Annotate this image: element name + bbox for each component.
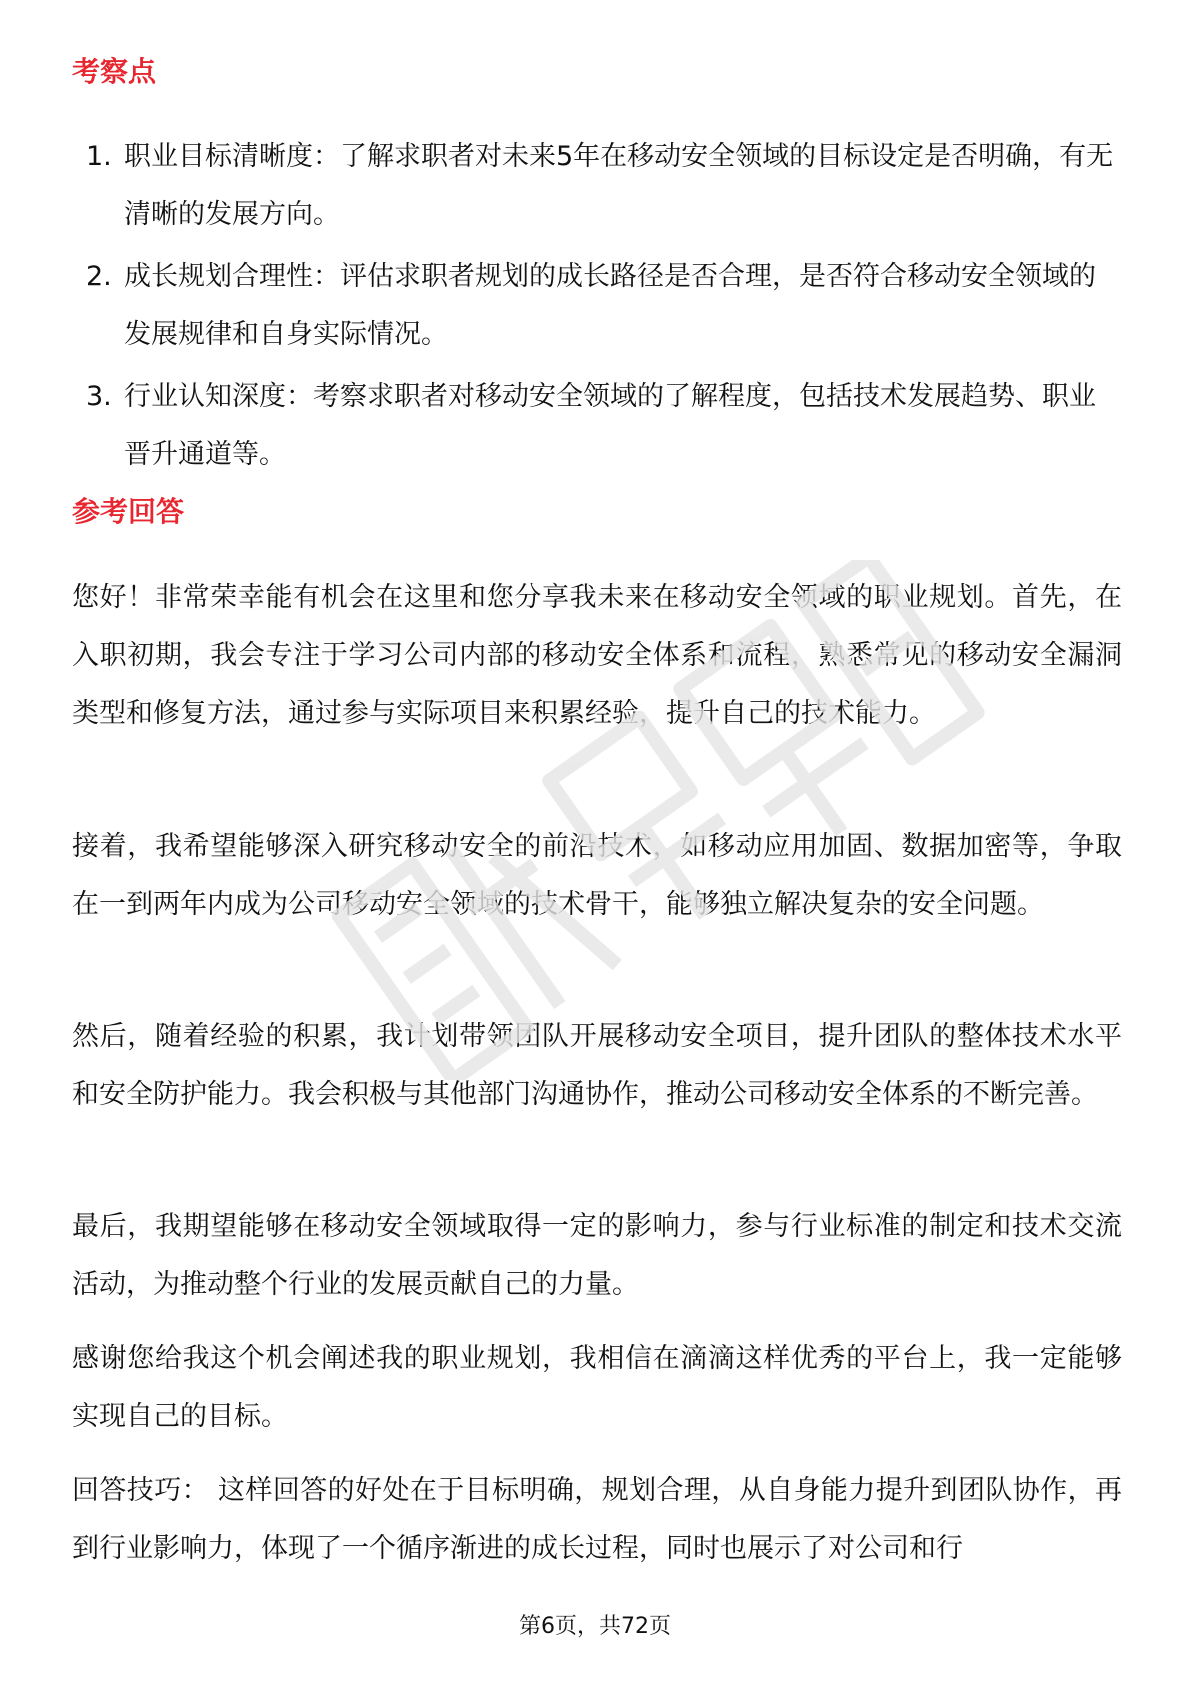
page-footer: 第6页，共72页 <box>519 1614 671 1639</box>
criteria-text: 成长规划合理性：评估求职者规划的成长路径是否合理，是否符合移动安全领域的发展规律和自身实际情况。 <box>124 261 1096 350</box>
section-heading-answer: 参考回答 <box>72 495 185 528</box>
criteria-item <box>72 128 1122 244</box>
answer-paragraph: 最后，我期望能够在移动安全领域取得一定的影响力，参与行业标准的制定和技术交流活动，为推动整个行业的发展贡献自己的力量。 <box>72 1211 1122 1300</box>
criteria-number: 3. <box>86 381 112 412</box>
criteria-text: 职业目标清晰度：了解求职者对未来5年在移动安全领域的目标设定是否明确，有无清晰的发展方向。 <box>124 141 1114 230</box>
criteria-text: 行业认知深度：考察求职者对移动安全领域的了解程度，包括技术发展趋势、职业晋升通道等。 <box>124 381 1096 470</box>
answer-paragraph: 感谢您给我这个机会阐述我的职业规划，我相信在滴滴这样优秀的平台上，我一定能够实现自己的目标。 <box>72 1343 1122 1432</box>
criteria-number: 2. <box>86 261 112 292</box>
answer-paragraph: 然后，随着经验的积累，我计划带领团队开展移动安全项目，提升团队的整体技术水平和安全防护能力。我会积极与其他部门沟通协作，推动公司移动安全体系的不断完善。 <box>72 1021 1122 1110</box>
answer-paragraph: 您好！非常荣幸能有机会在这里和您分享我未来在移动安全领域的职业规划。首先，在入职初期，我会专注于学习公司内部的移动安全体系和流程，熟悉常见的移动安全漏洞类型和修复方法，通过参与实际项目来积累经验，提升自己的技术能力。 <box>72 582 1122 729</box>
criteria-list <box>72 128 1122 484</box>
criteria-number: 1. <box>86 141 112 172</box>
section-heading-criteria: 考察点 <box>72 55 157 88</box>
answer-paragraph: 接着，我希望能够深入研究移动安全的前沿技术，如移动应用加固、数据加密等，争取在一到两年内成为公司移动安全领域的技术骨干，能够独立解决复杂的安全问题。 <box>72 831 1122 920</box>
answer-tips-paragraph: 回答技巧： 这样回答的好处在于目标明确，规划合理，从自身能力提升到团队协作，再到行业影响力，体现了一个循序渐进的成长过程，同时也展示了对公司和行 <box>72 1475 1122 1564</box>
criteria-item <box>72 248 1122 364</box>
criteria-item <box>72 368 1122 484</box>
